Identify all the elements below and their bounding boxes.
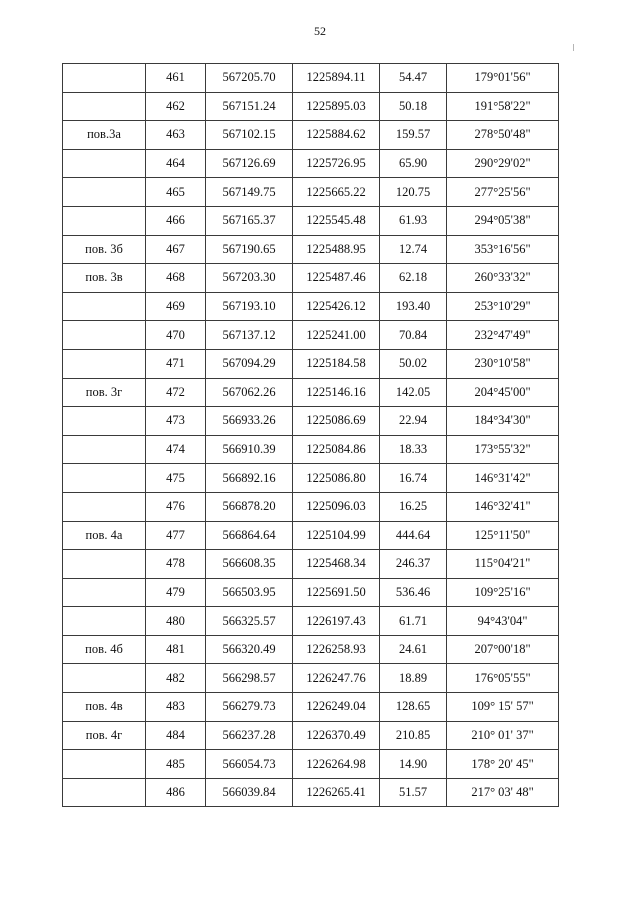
point-number-cell: 465 [146,178,206,207]
table-row [63,92,559,121]
table-row [63,664,559,693]
x-coordinate-cell: 566933.26 [206,407,293,436]
length-cell: 61.71 [380,607,447,636]
y-coordinate-cell: 1225468.34 [293,550,380,579]
y-coordinate-cell: 1225426.12 [293,292,380,321]
point-number-cell: 476 [146,492,206,521]
turn-label-cell: пов. 4б [63,635,146,664]
table-row [63,121,559,150]
turn-label-cell: пов. 4г [63,721,146,750]
point-number-cell: 485 [146,750,206,779]
point-number-cell: 486 [146,778,206,807]
table-row [63,464,559,493]
x-coordinate-cell: 566320.49 [206,635,293,664]
length-cell: 70.84 [380,321,447,350]
direction-angle-cell: 184°34'30" [447,407,559,436]
table-row [63,292,559,321]
length-cell: 51.57 [380,778,447,807]
table-row [63,264,559,293]
table-row [63,321,559,350]
x-coordinate-cell: 567151.24 [206,92,293,121]
point-number-cell: 470 [146,321,206,350]
y-coordinate-cell: 1225726.95 [293,149,380,178]
turn-label-cell [63,492,146,521]
table-row [63,149,559,178]
point-number-cell: 461 [146,64,206,93]
point-number-cell: 479 [146,578,206,607]
turn-label-cell: пов. 3в [63,264,146,293]
turn-label-cell [63,778,146,807]
x-coordinate-cell: 567094.29 [206,349,293,378]
point-number-cell: 484 [146,721,206,750]
table-row [63,178,559,207]
point-number-cell: 463 [146,121,206,150]
x-coordinate-cell: 567126.69 [206,149,293,178]
direction-angle-cell: 146°31'42" [447,464,559,493]
table-row [63,750,559,779]
x-coordinate-cell: 566608.35 [206,550,293,579]
point-number-cell: 466 [146,206,206,235]
y-coordinate-cell: 1225487.46 [293,264,380,293]
y-coordinate-cell: 1225545.48 [293,206,380,235]
direction-angle-cell: 278°50'48" [447,121,559,150]
direction-angle-cell: 178° 20' 45" [447,750,559,779]
direction-angle-cell: 253°10'29" [447,292,559,321]
y-coordinate-cell: 1225894.11 [293,64,380,93]
x-coordinate-cell: 566054.73 [206,750,293,779]
x-coordinate-cell: 566039.84 [206,778,293,807]
table-row [63,378,559,407]
x-coordinate-cell: 566892.16 [206,464,293,493]
turn-label-cell [63,292,146,321]
y-coordinate-cell: 1225488.95 [293,235,380,264]
x-coordinate-cell: 567205.70 [206,64,293,93]
direction-angle-cell: 115°04'21" [447,550,559,579]
direction-angle-cell: 260°33'32" [447,264,559,293]
turn-label-cell [63,92,146,121]
point-number-cell: 473 [146,407,206,436]
turn-label-cell: пов. 4в [63,693,146,722]
x-coordinate-cell: 567149.75 [206,178,293,207]
length-cell: 142.05 [380,378,447,407]
y-coordinate-cell: 1225895.03 [293,92,380,121]
direction-angle-cell: 294°05'38" [447,206,559,235]
y-coordinate-cell: 1226247.76 [293,664,380,693]
margin-mark [573,44,574,51]
turn-label-cell [63,407,146,436]
length-cell: 120.75 [380,178,447,207]
direction-angle-cell: 125°11'50" [447,521,559,550]
direction-angle-cell: 109°25'16" [447,578,559,607]
length-cell: 18.89 [380,664,447,693]
y-coordinate-cell: 1225691.50 [293,578,380,607]
y-coordinate-cell: 1225665.22 [293,178,380,207]
direction-angle-cell: 217° 03' 48" [447,778,559,807]
direction-angle-cell: 176°05'55" [447,664,559,693]
table-row [63,578,559,607]
x-coordinate-cell: 567190.65 [206,235,293,264]
y-coordinate-cell: 1226249.04 [293,693,380,722]
direction-angle-cell: 230°10'58" [447,349,559,378]
y-coordinate-cell: 1225146.16 [293,378,380,407]
point-number-cell: 471 [146,349,206,378]
turn-label-cell [63,349,146,378]
y-coordinate-cell: 1226264.98 [293,750,380,779]
x-coordinate-cell: 567203.30 [206,264,293,293]
point-number-cell: 481 [146,635,206,664]
turn-label-cell [63,750,146,779]
length-cell: 210.85 [380,721,447,750]
point-number-cell: 475 [146,464,206,493]
direction-angle-cell: 210° 01' 37" [447,721,559,750]
y-coordinate-cell: 1225086.69 [293,407,380,436]
length-cell: 61.93 [380,206,447,235]
table-row [63,435,559,464]
length-cell: 18.33 [380,435,447,464]
x-coordinate-cell: 567165.37 [206,206,293,235]
length-cell: 24.61 [380,635,447,664]
length-cell: 536.46 [380,578,447,607]
turn-label-cell: пов. 3г [63,378,146,407]
length-cell: 22.94 [380,407,447,436]
coordinates-table-body [63,64,559,807]
point-number-cell: 480 [146,607,206,636]
turn-label-cell: пов. 3б [63,235,146,264]
table-row [63,206,559,235]
x-coordinate-cell: 566503.95 [206,578,293,607]
x-coordinate-cell: 566878.20 [206,492,293,521]
turn-label-cell [63,64,146,93]
turn-label-cell [63,178,146,207]
direction-angle-cell: 94°43'04" [447,607,559,636]
y-coordinate-cell: 1225084.86 [293,435,380,464]
point-number-cell: 482 [146,664,206,693]
turn-label-cell [63,464,146,493]
length-cell: 246.37 [380,550,447,579]
y-coordinate-cell: 1226197.43 [293,607,380,636]
length-cell: 128.65 [380,693,447,722]
point-number-cell: 462 [146,92,206,121]
x-coordinate-cell: 567062.26 [206,378,293,407]
turn-label-cell [63,206,146,235]
table-row [63,550,559,579]
length-cell: 50.02 [380,349,447,378]
turn-label-cell: пов.3а [63,121,146,150]
length-cell: 14.90 [380,750,447,779]
turn-label-cell [63,321,146,350]
point-number-cell: 483 [146,693,206,722]
x-coordinate-cell: 566864.64 [206,521,293,550]
direction-angle-cell: 204°45'00" [447,378,559,407]
table-row [63,607,559,636]
direction-angle-cell: 191°58'22" [447,92,559,121]
x-coordinate-cell: 566325.57 [206,607,293,636]
length-cell: 62.18 [380,264,447,293]
x-coordinate-cell: 566298.57 [206,664,293,693]
direction-angle-cell: 353°16'56" [447,235,559,264]
y-coordinate-cell: 1225884.62 [293,121,380,150]
table-row [63,721,559,750]
y-coordinate-cell: 1225241.00 [293,321,380,350]
x-coordinate-cell: 566910.39 [206,435,293,464]
direction-angle-cell: 232°47'49" [447,321,559,350]
x-coordinate-cell: 566279.73 [206,693,293,722]
length-cell: 193.40 [380,292,447,321]
point-number-cell: 474 [146,435,206,464]
table-row [63,693,559,722]
length-cell: 50.18 [380,92,447,121]
direction-angle-cell: 277°25'56" [447,178,559,207]
table-row [63,778,559,807]
direction-angle-cell: 179°01'56" [447,64,559,93]
direction-angle-cell: 109° 15' 57" [447,693,559,722]
x-coordinate-cell: 567137.12 [206,321,293,350]
x-coordinate-cell: 566237.28 [206,721,293,750]
length-cell: 12.74 [380,235,447,264]
x-coordinate-cell: 567102.15 [206,121,293,150]
table-row [63,407,559,436]
point-number-cell: 477 [146,521,206,550]
turn-label-cell: пов. 4а [63,521,146,550]
table-row [63,492,559,521]
direction-angle-cell: 290°29'02" [447,149,559,178]
y-coordinate-cell: 1226265.41 [293,778,380,807]
turn-label-cell [63,149,146,178]
table-row [63,64,559,93]
turn-label-cell [63,550,146,579]
length-cell: 16.25 [380,492,447,521]
length-cell: 16.74 [380,464,447,493]
point-number-cell: 467 [146,235,206,264]
point-number-cell: 469 [146,292,206,321]
y-coordinate-cell: 1225104.99 [293,521,380,550]
point-number-cell: 468 [146,264,206,293]
length-cell: 444.64 [380,521,447,550]
length-cell: 159.57 [380,121,447,150]
x-coordinate-cell: 567193.10 [206,292,293,321]
y-coordinate-cell: 1226258.93 [293,635,380,664]
turn-label-cell [63,578,146,607]
length-cell: 54.47 [380,64,447,93]
table-row [63,349,559,378]
point-number-cell: 478 [146,550,206,579]
length-cell: 65.90 [380,149,447,178]
direction-angle-cell: 173°55'32" [447,435,559,464]
table-row [63,635,559,664]
y-coordinate-cell: 1225184.58 [293,349,380,378]
page-number: 52 [314,24,326,38]
point-number-cell: 472 [146,378,206,407]
coordinates-table [62,63,559,807]
turn-label-cell [63,664,146,693]
table-row [63,235,559,264]
direction-angle-cell: 207°00'18" [447,635,559,664]
y-coordinate-cell: 1225086.80 [293,464,380,493]
turn-label-cell [63,435,146,464]
direction-angle-cell: 146°32'41" [447,492,559,521]
y-coordinate-cell: 1225096.03 [293,492,380,521]
point-number-cell: 464 [146,149,206,178]
table-row [63,521,559,550]
y-coordinate-cell: 1226370.49 [293,721,380,750]
turn-label-cell [63,607,146,636]
